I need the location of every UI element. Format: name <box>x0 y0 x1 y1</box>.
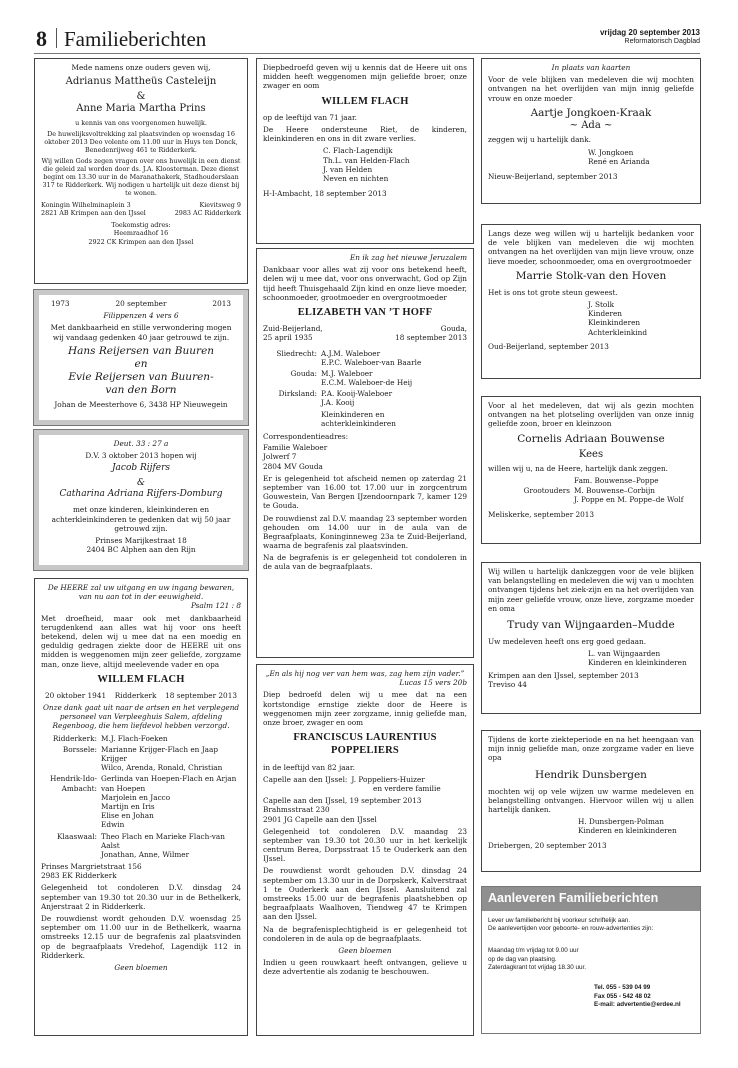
deceased-name: Trudy van Wijngaarden–Mudde <box>507 618 675 631</box>
family-row <box>41 734 241 743</box>
family-place: Gouda: <box>290 368 317 378</box>
street: Prinses Marijkestraat 18 <box>95 535 187 545</box>
thanks-line: zeggen wij u hartelijk dank. <box>488 135 591 145</box>
death-place: Gouda, <box>440 324 467 334</box>
ad-casteleijn-wedding <box>34 58 248 284</box>
corr-name: Familie Waleboer <box>263 443 328 453</box>
death-date: 18 september 2013 <box>395 333 467 343</box>
thanks-text: Langs deze weg willen wij u hartelijk bedanken voor de vele blijken van medeleven die wij mochten ontvangen na het overlijden van mijn lieve vrouw, onze lieve moeder, schoonmoeder, oma en overgrootmoeder <box>488 229 694 266</box>
condolence-after-text: Na de begrafenisplechtigheid is er gelegenheid tot condoleren in de aula op de begraafplaats. <box>263 924 467 943</box>
fax: Fax 055 - 542 48 02 <box>594 992 651 1000</box>
city: 2901 JG Capelle aan den IJssel <box>263 814 377 824</box>
place-date: Meliskerke, september 2013 <box>488 509 595 519</box>
deceased-name: FRANCISCUS LAURENTIUS <box>293 732 437 744</box>
line-2: De aanlevertijden voor geboorte- en rouw-advertenties zijn: <box>488 925 654 933</box>
ad-stolk <box>481 224 701 379</box>
birth-date: 25 april 1935 <box>263 333 313 343</box>
address: Johan de Meesterhove 6, 3438 HP Nieuwegein <box>54 400 228 410</box>
condolence-text: Gelegenheid tot condoleren D.V. dinsdag 24 september van 19.30 tot 20.30 uur in de Bethelkerk, Anjerstraat 2 in Ridderkerk. <box>41 883 241 911</box>
anniversary-date: 20 september <box>115 299 167 308</box>
family-row <box>263 369 467 387</box>
deceased-surname: POPPELIERS <box>331 745 399 757</box>
sig-grandparents-1: M. Bouwense–Corbijn <box>574 485 655 495</box>
signatory-line: C. Flach-Lagendijk <box>323 146 393 156</box>
ad-flach-family <box>34 578 248 1036</box>
family-place: Klaaswaal: <box>57 831 97 841</box>
submission-info <box>488 917 694 1009</box>
sig-1: L. van Wijngaarden <box>588 649 661 659</box>
ampersand: & <box>136 90 146 102</box>
correspondence-address <box>263 443 467 471</box>
address: Treviso 44 <box>488 679 527 689</box>
anniversary-text: Met dankbaarheid en stille verwondering mogen wij vandaag gedenken 40 jaar getrouwd te zijn. <box>50 323 232 342</box>
city: 2983 EK Ridderkerk <box>41 871 117 881</box>
bible-quote: „En als hij nog ver van hem was, zag hem zijn vader.” <box>265 669 465 678</box>
support-line: Uw medeleven heeft ons erg goed gedaan. <box>488 637 647 647</box>
place-date: Driebergen, 20 september 2013 <box>488 840 607 850</box>
family-names: Kleinkinderen en achterkleinkinderen <box>321 409 396 428</box>
support-text: mochten wij op vele wijzen uw warme medeleven en belangstelling ontvangen. Hiervoor willen wij u allen hartelijk danken. <box>488 786 694 815</box>
family-row <box>41 745 241 773</box>
addr-right-city: 2983 AC Ridderkerk <box>174 209 241 218</box>
no-flowers: Geen bloemen <box>338 945 392 955</box>
section-title: Familieberichten <box>64 27 207 51</box>
family-row <box>263 410 467 428</box>
ceremony-text: De huwelijksvoltrekking zal plaatsvinden op woensdag 16 oktober 2013 Deo volente om 11.00 uur in Huys ten Donck, Benedenrijweg 461 te Ridderkerk. <box>44 129 238 154</box>
sig-1: H. Dunsbergen-Polman <box>578 817 664 827</box>
page-number: 8 <box>36 26 47 51</box>
street: Brahmsstraat 230 <box>263 805 330 815</box>
family-names: M.J. Flach-Foeken <box>101 733 168 743</box>
page-header <box>34 24 700 54</box>
no-flowers: Geen bloemen <box>114 962 168 972</box>
family-row <box>263 349 467 367</box>
future-street: Heemraadhof 16 <box>113 229 169 238</box>
signatory <box>263 775 467 784</box>
end-year: 2013 <box>212 299 231 308</box>
sig-2: Kinderen en kleinkinderen <box>578 826 677 836</box>
deceased-name: Cornelis Adriaan Bouwense <box>517 432 665 445</box>
bride-name: Anne Maria Martha Prins <box>76 103 206 115</box>
signatory-line: Kinderen <box>588 309 622 319</box>
service-text: De rouwdienst wordt gehouden D.V. dinsdag 24 september om 13.30 uur in de Dorpskerk, Kalverstraat 1 te Ouderkerk aan den IJssel. Aansluitend zal omstreeks 15.00 uur de begrafenis plaatshebben op begraafplaats Waalhoven, Tiendweg 47 te Krimpen aan den IJssel. <box>263 866 467 922</box>
deceased-name: WILLEM FLACH <box>321 95 409 107</box>
thanks-text: Tijdens de korte ziekteperiode en na het heengaan van mijn innig geliefde man, onze zorgzame vader en lieve opa <box>488 735 694 763</box>
name-husband: Jacob Rijfers <box>111 463 171 474</box>
announcement-text: Dankbaar voor alles wat zij voor ons betekend heeft, delen wij u mee dat, voor ons onverwacht, God op Zijn tijd heeft Thuisgehaald Zijn kind en onze lieve moeder, schoonmoeder, grootmoeder en overgrootmoeder <box>263 265 467 302</box>
bible-verse: Deut. 33 : 27 a <box>113 439 169 448</box>
signatories <box>488 300 694 337</box>
name-wife: Evie Reijersen van Buuren- <box>68 371 214 383</box>
deceased-name: WILLEM FLACH <box>97 673 185 685</box>
ad-bouwense <box>481 396 701 544</box>
grandparents-label: Grootouders <box>523 485 570 495</box>
ampersand: & <box>136 477 145 488</box>
place-date: Nieuw-Beijerland, september 2013 <box>488 171 618 181</box>
sig-2: René en Arianda <box>588 156 650 166</box>
ad-poppeliers <box>256 664 474 1036</box>
corr-street: Jolwerf 7 <box>263 452 297 462</box>
sig-family: Fam. Bouwense–Poppe <box>574 476 659 486</box>
family-place: Dirksland: <box>278 389 317 399</box>
condolence-text: Gelegenheid tot condoleren D.V. maandag 23 september van 19.30 tot 20.30 uur in het kerkelijk centrum Berea, Dorpsstraat 15 te Ouderkerk aan den IJssel. <box>263 826 467 864</box>
life-dates <box>41 691 241 700</box>
announcement-text: Met droefheid, maar ook met dankbaarheid terugdenkend aan alles wat hij voor ons heeft betekend, delen wij u mee dat na een moedig en geduldig gedragen ziekte door de HEERE uit ons midden is weggenomen mijn zeer geliefde, zorgzame man, onze lieve, altijd meelevende vader en opa <box>41 613 241 669</box>
ad-flach-relatives <box>256 58 474 244</box>
issue-date: vrijdag 20 september 2013 <box>599 28 700 37</box>
thanks-line: willen wij u, na de Heere, hartelijk dank zeggen. <box>488 464 668 474</box>
future-city: 2922 CK Krimpen aan den IJssel <box>88 237 194 246</box>
intro-line: D.V. 3 oktober 2013 hopen wij <box>85 451 197 461</box>
place-date: Capelle aan den IJssel, 19 september 2013 <box>263 796 422 806</box>
family-names: Gerlinda van Hoepen-Flach en Arjan van Hoepen Marjolein en Jacco Martijn en Iris Elise en Johan Edwin <box>101 774 237 830</box>
service-text: De rouwdienst wordt gehouden D.V. woensdag 25 september om 11.00 uur in de Bethelkerk, waarna omstreeks 12.15 uur de begrafenis zal plaatsvinden op de begraafplaats Vredehof, Lagendijk 112 in Ridderkerk. <box>41 914 241 960</box>
service-text: De rouwdienst zal D.V. maandag 23 september worden gehouden om 14.00 uur in de aula van de Begraafplaats, Koninginneweg 23a te Zuid-Beijerland, waarna de begrafenis zal plaatsvinden. <box>263 513 467 551</box>
sig-place: Capelle aan den IJssel: <box>263 774 348 784</box>
sig-2: Kinderen en kleinkinderen <box>588 658 687 668</box>
family-place <box>263 410 321 428</box>
support-line: Het is ons tot grote steun geweest. <box>488 287 618 297</box>
life-dates <box>263 324 467 342</box>
aanleveren-box <box>481 886 701 1034</box>
family-names: P.A. Kooij-Waleboer J.A. Kooij <box>321 389 393 408</box>
deceased-name: Aartje Jongkoen-Kraak <box>530 106 652 119</box>
corr-city: 2804 MV Gouda <box>263 461 323 471</box>
ad-jongkoen <box>481 58 701 204</box>
name-wife-cont: van den Born <box>105 384 177 397</box>
box-title: Aanleveren Familieberichten <box>482 887 700 911</box>
place-date: Krimpen aan den IJssel, september 2013 <box>488 670 639 680</box>
signatory-line: Th.L. van Helden-Flach <box>323 155 410 165</box>
start-year: 1973 <box>51 299 70 308</box>
anniversary-text: met onze kinderen, kleinkinderen en achterkleinkinderen te gedenken dat wij 50 jaar getrouwd zijn. <box>51 505 231 533</box>
family-list <box>41 734 241 859</box>
birth-place: Zuid-Beijerland, <box>263 324 323 334</box>
place-date: H-I-Ambacht, 18 september 2013 <box>263 189 387 199</box>
family-names: Marianne Krijger-Flach en Jaap Krijger Wilco, Arenda, Ronald, Christian <box>101 744 223 773</box>
email-link[interactable]: E-mail: advertentie@erdee.nl <box>594 1000 681 1008</box>
family-names: M.J. Waleboer E.C.M. Waleboer-de Heij <box>321 368 413 388</box>
signatory-line: J. Stolk <box>588 300 615 310</box>
grandparents <box>488 486 694 495</box>
deceased-name: ELIZABETH VAN ’T HOFF <box>297 306 433 318</box>
signatories <box>263 146 467 183</box>
anniversary-dates <box>45 299 237 308</box>
family-names: A.J.M. Waleboer E.P.C. Waleboer-van Baarle <box>321 348 422 367</box>
birth-date: 20 oktober 1941 <box>45 690 107 700</box>
signatories <box>488 148 694 166</box>
bible-ref: Lucas 15 vers 20b <box>399 678 467 688</box>
city: 2404 BC Alphen aan den Rijn <box>86 545 196 555</box>
place-date: Oud-Beijerland, september 2013 <box>488 341 609 351</box>
family-list <box>263 349 467 429</box>
groom-name: Adrianus Mattheüs Casteleijn <box>65 76 217 88</box>
thanks-text: Voor de vele blijken van medeleven die wij mochten ontvangen na het overlijden van mijn innig geliefde vrouw en onze moeder <box>488 75 694 103</box>
family-place: Hendrik-Ido-Ambacht: <box>49 774 97 793</box>
family-row <box>41 774 241 829</box>
ad-dunsbergen <box>481 730 701 872</box>
newspaper-name: Reformatorisch Dagblad <box>624 38 700 45</box>
announcement-text: Diep bedroefd delen wij u mee dat na een kortstondige ernstige ziekte door de Heere is weggenomen mijn zeer zorgzame, innig geliefde man, onze broer, zwager en oom <box>263 690 467 727</box>
ad-mudde <box>481 562 701 714</box>
signatory-line: Neven en nichten <box>323 173 389 183</box>
phone: Tel. 055 - 539 04 99 <box>594 984 651 992</box>
signatory-line: Kleinkinderen <box>588 318 641 328</box>
thanks-text: Onze dank gaat uit naar de artsen en het verplegend personeel van Verpleeghuis Salem, afdeling Regenboog, die hem liefdevol hebben verzorgd. <box>42 703 240 731</box>
header-divider <box>56 28 57 48</box>
deceased-name: Hendrik Dunsbergen <box>535 768 647 781</box>
nickname: Kees <box>578 448 604 460</box>
thanks-text: Wij willen u hartelijk dankzeggen voor de vele blijken van belangstelling en medeleven die wij van u mochten ontvangen tijdens het ziek-zijn en na het overlijden van mijn zeer geliefde vrouw, onze lieve, zorgzame moeder en oma <box>488 567 694 613</box>
family-names: Theo Flach en Marieke Flach-van Aalst Jonathan, Anne, Wilmer <box>101 831 225 859</box>
signatory-line: Achterkleinkind <box>588 327 648 337</box>
thanks-text: Voor al het medeleven, dat wij als gezin mochten ontvangen na het plotseling overlijden van onze innig geliefde zoon, broer en kleinzoon <box>488 401 694 429</box>
nickname: ~ Ada ~ <box>569 119 613 131</box>
addr-right-street: Kievitsweg 9 <box>199 201 241 210</box>
announcement-text: Diepbedroefd geven wij u kennis dat de Heere uit ons midden heeft weggenomen mijn geliefde broer, onze zwager en oom <box>263 63 467 91</box>
family-place: Sliedrecht: <box>276 348 317 358</box>
signatories <box>488 817 694 835</box>
support-text: De Heere ondersteune Riet, de kinderen, kleinkinderen en ons in dit zware verlies. <box>263 124 467 144</box>
addr-left-city: 2821 AB Krimpen aan den IJssel <box>41 209 146 218</box>
ad-title: In plaats van kaarten <box>551 63 631 72</box>
age-line: op de leeftijd van 71 jaar. <box>263 112 357 122</box>
line-4: op de dag van plaatsing. <box>488 955 557 963</box>
family-place: Ridderkerk: <box>52 733 97 743</box>
line-5: Zaterdagkrant tot vrijdag 18.30 uur. <box>488 963 587 971</box>
family-row <box>263 389 467 407</box>
addresses <box>41 201 241 217</box>
intro: Mede namens onze ouders geven wij, <box>71 63 211 72</box>
sig-family: en verdere familie <box>373 783 441 793</box>
name-wife: Catharina Adriana Rijfers-Domburg <box>59 489 223 500</box>
sig-name: J. Poppeliers-Huizer <box>351 774 425 784</box>
name-husband: Hans Reijersen van Buuren <box>67 344 215 357</box>
signatory-line: J. van Helden <box>323 164 373 174</box>
line-3: Maandag t/m vrijdag tot 9.00 uur <box>488 947 579 955</box>
condolence-text: Na de begrafenis is er gelegenheid tot condoleren in de aula van de begraafplaats. <box>263 553 467 572</box>
death-date: 18 september 2013 <box>165 690 237 700</box>
age-line: in de leeftijd van 82 jaar. <box>263 762 355 772</box>
name-and: en <box>134 357 148 370</box>
addr-left-street: Koningin Wilhelminaplein 3 <box>41 201 131 210</box>
bible-ref: Psalm 121 : 8 <box>190 601 241 611</box>
sig-1: W. Jongkoen <box>588 147 634 157</box>
ad-waleboer <box>256 248 474 658</box>
farewell-text: Er is gelegenheid tot afscheid nemen op zaterdag 21 september van 16.00 tot 17.00 uur in zorgcentrum Gouwestein, Van Bergen IJzendoornpark 7, kamer 129 te Gouda. <box>263 473 467 511</box>
contact <box>488 984 694 1009</box>
deceased-name: Marrie Stolk-van den Hoven <box>515 269 667 282</box>
future-label: Toekomstig adres: <box>111 221 171 230</box>
bible-quote: En ik zag het nieuwe Jeruzalem <box>349 253 467 262</box>
service-text: Wij willen Gods zegen vragen over ons huwelijk in een dienst die geleid zal worden door ds. J.A. Kloosterman. Deze dienst begint om 13.30 uur in de Maranathakerk, Stadhouderslaan 317 te Ridderkerk. Wij nodigen u hartelijk uit deze dienst bij te wonen. <box>41 156 241 198</box>
sig-grandparents-2: J. Poppe en M. Poppe–de Wolf <box>574 494 684 504</box>
bible-verse: Filippenzen 4 vers 6 <box>103 311 179 321</box>
family-row <box>41 832 241 860</box>
line-1: Lever uw familiebericht bij voorkeur schriftelijk aan. <box>488 916 631 924</box>
place: Ridderkerk <box>114 690 157 700</box>
future-address <box>41 221 241 245</box>
announcement-line: u kennis van ons voorgenomen huwelijk. <box>75 118 207 127</box>
ad-rijfers-anniversary <box>34 430 248 570</box>
family-place: Borssele: <box>62 744 97 754</box>
notice-text: Indien u geen rouwkaart heeft ontvangen, gelieve u deze advertentie als zodanig te beschouwen. <box>263 958 467 977</box>
bible-quote: De HEERE zal uw uitgang en uw ingang bewaren, van nu aan tot in der eeuwigheid. <box>47 583 235 602</box>
street: Prinses Margrietstraat 156 <box>41 862 142 872</box>
ad-reijersen-anniversary <box>34 290 248 425</box>
signatories <box>488 649 694 667</box>
correspondence-label: Correspondentieadres: <box>263 432 349 442</box>
